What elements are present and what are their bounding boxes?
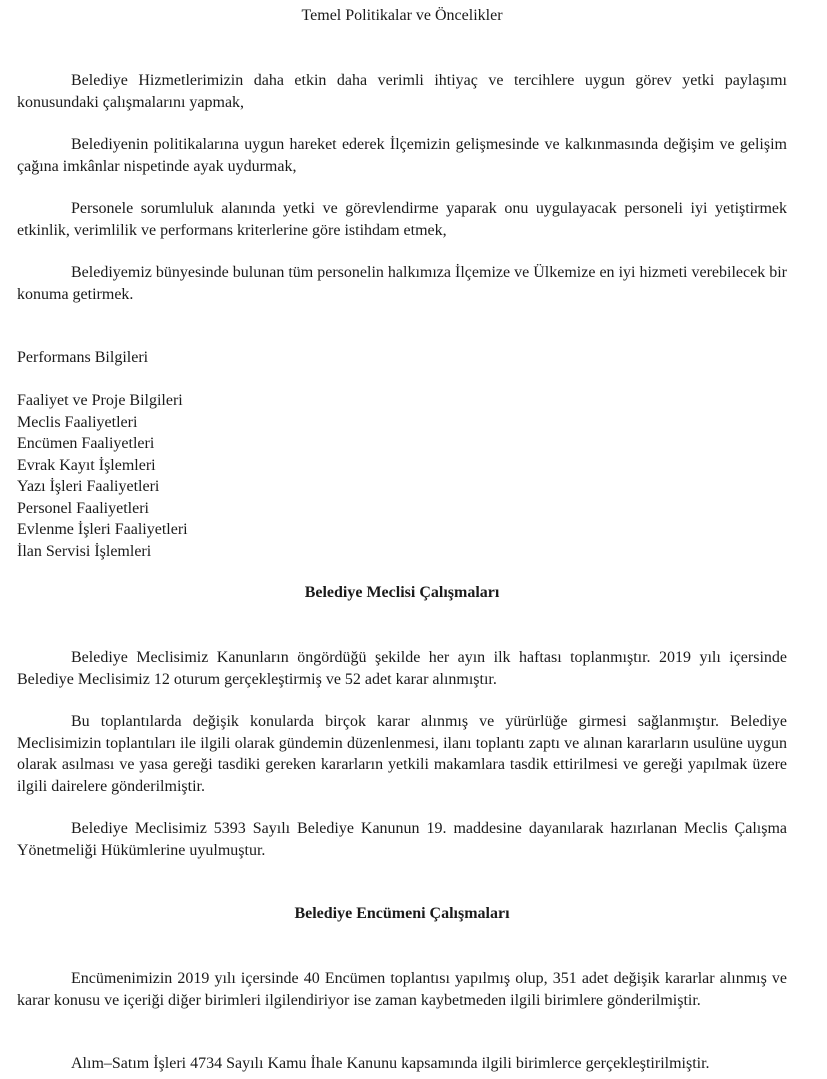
policy-paragraph: Personele sorumluluk alanında yetki ve görevlendirme yaparak onu uygulayacak personeli iyi yetiştirmek etkinlik, verimlilik ve performans kriterlerine göre istihdam etmek, [17, 200, 787, 239]
meclis-paragraph: Belediye Meclisimiz 5393 Sayılı Belediye Kanunun 19. maddesine dayanılarak hazırlanan Meclis Çalışma Yönetmeliği Hükümlerine uyulmuştur. [17, 820, 787, 859]
policy-paragraph: Belediyenin politikalarına uygun hareket ederek İlçemizin gelişmesinde ve kalkınmasında değişim ve gelişim çağına imkânlar nispetinde ayak uydurmak, [17, 136, 787, 175]
encumen-paragraph: Alım–Satım İşleri 4734 Sayılı Kamu İhale Kanunu kapsamında ilgili birimlerce gerçekleştirilmiştir. [71, 1055, 710, 1072]
list-item: Evrak Kayıt İşlemleri [17, 456, 156, 474]
list-item: Yazı İşleri Faaliyetleri [17, 478, 160, 495]
policy-paragraph: Belediye Hizmetlerimizin daha etkin daha verimli ihtiyaç ve tercihlere uygun görev yetki paylaşımı konusundaki çalışmalarını yapmak, [17, 72, 787, 111]
policy-paragraph: Belediyemiz bünyesinde bulunan tüm personelin halkımıza İlçemize ve Ülkemize en iyi hizmeti verebilecek bir konuma getirmek. [17, 264, 787, 303]
list-item: İlan Servisi İşlemleri [17, 542, 152, 560]
list-item: Personel Faaliyetleri [17, 499, 149, 517]
performance-list [17, 390, 787, 562]
encumen-paragraph: Encümenimizin 2019 yılı içersinde 40 Encümen toplantısı yapılmış olup, 351 adet değişik kararlar alınmış ve karar konusu ve içeriği diğer birimleri ilgilendiriyor ise zaman kaybetmeden ilgili birimlere gönderilmiştir. [17, 970, 787, 1009]
performance-heading: Performans Bilgileri [17, 349, 149, 366]
list-item: Meclis Faaliyetleri [17, 413, 138, 431]
list-item: Evlenme İşleri Faaliyetleri [17, 521, 188, 538]
list-item: Encümen Faaliyetleri [17, 435, 155, 452]
meclis-paragraph: Bu toplantılarda değişik konularda birçok karar alınmış ve yürürlüğe girmesi sağlanmıştır. Belediye Meclisimizin toplantıları ile ilgili olarak gündemin düzenlenmesi, ilanı toplantı zaptı ve alınan kararların usulüne uygun olarak asılması ve yasa gereği tasdiki gereken kararların yetkili makamlara tasdik ettirilmesi ve gereği yapılmak üzere ilgili dairelere gönderilmiştir. [17, 713, 787, 795]
section-heading-meclis: Belediye Meclisi Çalışmaları [304, 584, 500, 601]
section-heading-encumen: Belediye Encümeni Çalışmaları [294, 905, 510, 922]
page-title: Temel Politikalar ve Öncelikler [301, 7, 503, 24]
meclis-paragraph: Belediye Meclisimiz Kanunların öngördüğü şekilde her ayın ilk haftası toplanmıştır. 2019 yılı içersinde Belediye Meclisimiz 12 oturum gerçekleştirmiş ve 52 adet karar alınmıştır. [17, 649, 787, 688]
list-item: Faaliyet ve Proje Bilgileri [17, 392, 183, 409]
